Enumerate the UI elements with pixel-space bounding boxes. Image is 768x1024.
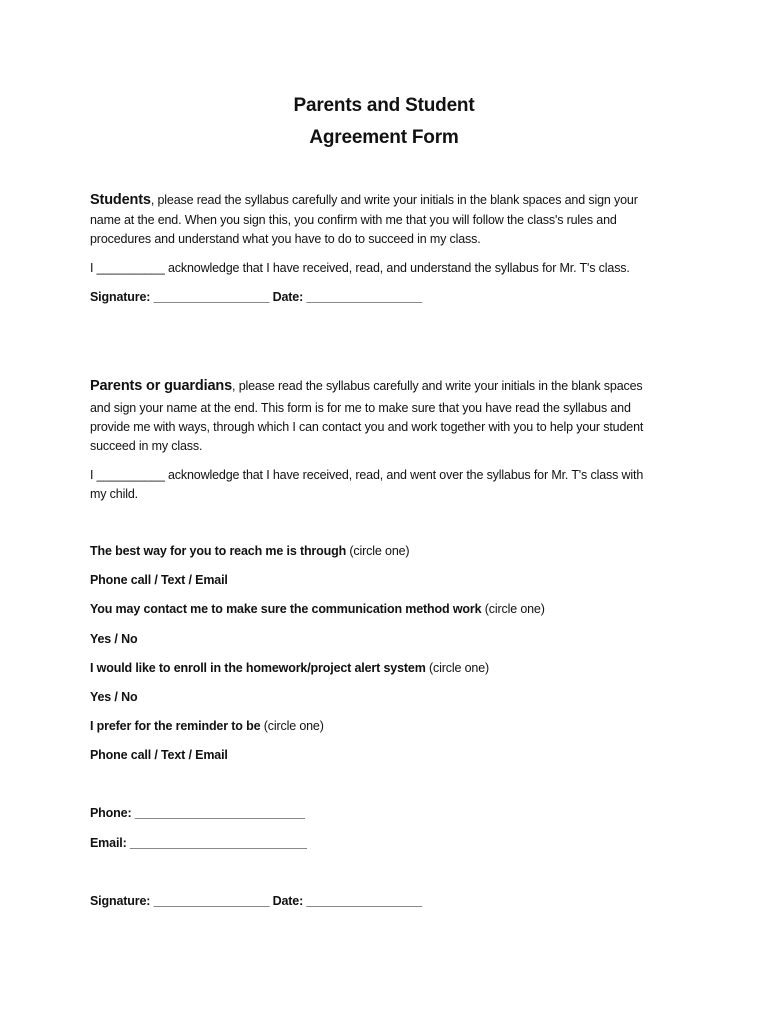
parents-lead: Parents or guardians <box>90 378 233 394</box>
students-signature-date: Signature: _________________ Date: _________________ <box>90 290 423 304</box>
parents-paragraph-line1: Parents or guardians, please read the syllabus carefully and write your initials in the blank spaces <box>90 378 643 394</box>
question-4-prompt: I prefer for the reminder to be (circle one) <box>90 719 324 733</box>
question-2-prompt: You may contact me to make sure the communication method work (circle one) <box>90 602 545 616</box>
students-paragraph-line2: name at the end. When you sign this, you confirm with me that you will follow the class's rules and <box>90 213 617 227</box>
parents-acknowledgement-line2: my child. <box>90 487 138 501</box>
parents-signature-date: Signature: _________________ Date: _________________ <box>90 894 423 908</box>
parents-acknowledgement-line1: I __________ acknowledge that I have received, read, and went over the syllabus for Mr. T's class with <box>90 468 644 482</box>
question-3-options: Yes / No <box>90 690 138 704</box>
email-field: Email: __________________________ <box>90 836 307 850</box>
parents-paragraph-line3: provide me with ways, through which I can contact you and work together with you to help your student <box>90 420 644 434</box>
students-lead: Students <box>90 192 151 208</box>
question-4-options: Phone call / Text / Email <box>90 748 228 762</box>
question-2-options: Yes / No <box>90 632 138 646</box>
question-3-prompt: I would like to enroll in the homework/project alert system (circle one) <box>90 661 490 675</box>
phone-field: Phone: _________________________ <box>90 806 305 820</box>
form-title-line1: Parents and Student <box>293 95 475 116</box>
form-title-line2: Agreement Form <box>309 127 459 148</box>
parents-paragraph-line4: succeed in my class. <box>90 439 203 453</box>
question-1-prompt: The best way for you to reach me is through (circle one) <box>90 544 410 558</box>
students-paragraph-line1: Students, please read the syllabus carefully and write your initials in the blank spaces and sign your <box>90 192 638 208</box>
students-paragraph-line3: procedures and understand what you have to do to succeed in my class. <box>90 232 481 246</box>
students-acknowledgement: I __________ acknowledge that I have received, read, and understand the syllabus for Mr. T's class. <box>90 261 630 275</box>
parents-paragraph-line2: and sign your name at the end. This form is for me to make sure that you have read the syllabus and <box>90 401 631 415</box>
question-1-options: Phone call / Text / Email <box>90 573 228 587</box>
